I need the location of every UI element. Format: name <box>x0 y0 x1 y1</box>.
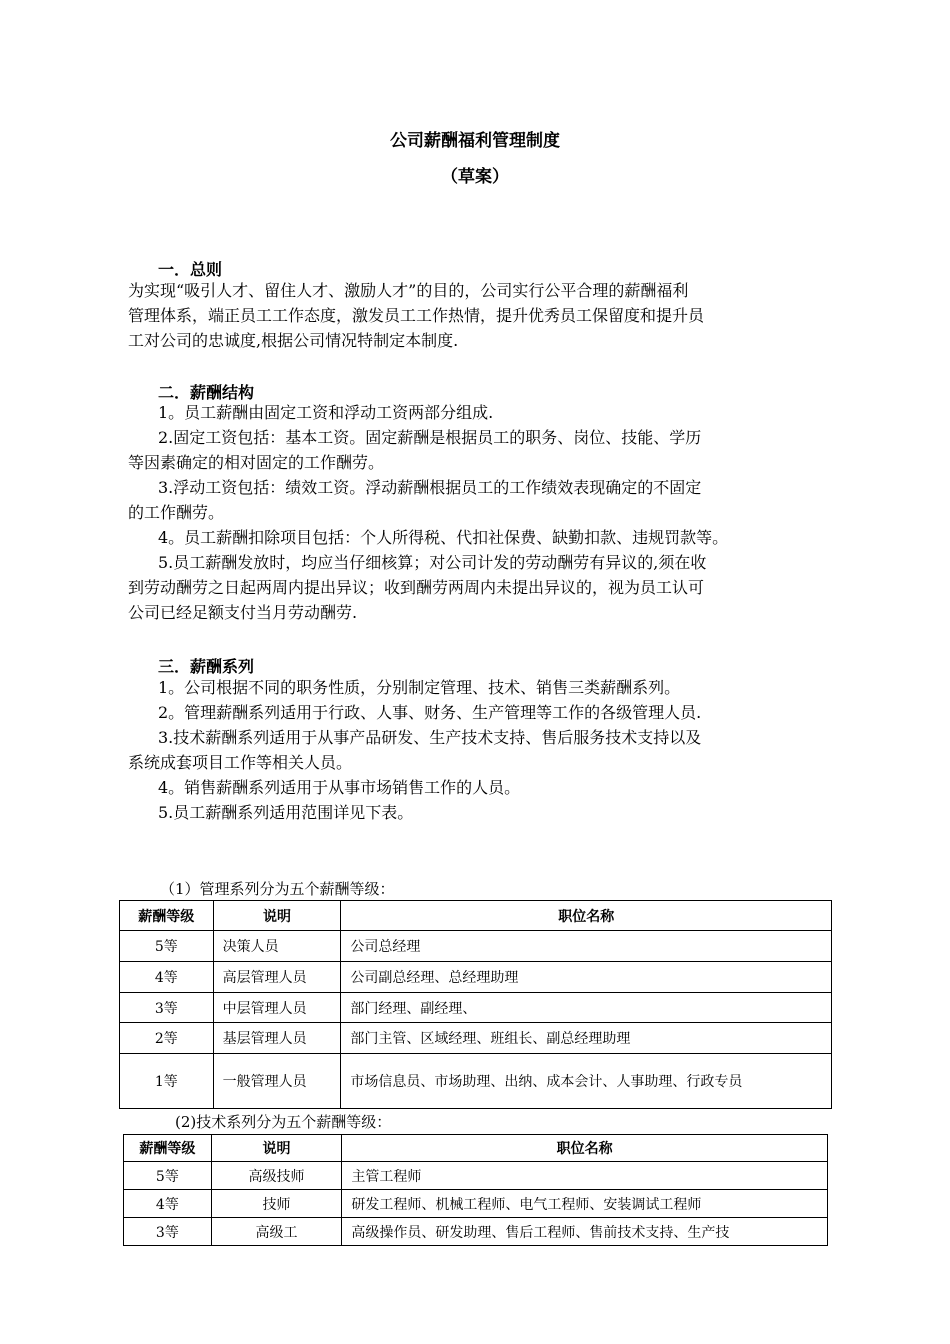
paragraph-line: 系统成套项目工作等相关人员。 <box>128 753 353 772</box>
paragraph-line: 5.员工薪酬系列适用范围详见下表。 <box>158 803 414 822</box>
table-header-row <box>124 1135 828 1162</box>
paragraph-line: 等因素确定的相对固定的工作酬劳。 <box>128 453 385 472</box>
description-cell: 高层管理人员 <box>213 962 341 993</box>
column-header: 说明 <box>213 901 341 931</box>
grade-cell: 2等 <box>120 1023 214 1054</box>
table-row <box>124 1190 828 1218</box>
position-cell: 公司总经理 <box>341 931 832 962</box>
table-row <box>120 993 832 1023</box>
paragraph-line: 1。员工薪酬由固定工资和浮动工资两部分组成. <box>158 403 494 422</box>
paragraph-line: 3.浮动工资包括：绩效工资。浮动薪酬根据员工的工作绩效表现确定的不固定 <box>158 478 702 497</box>
paragraph-line: 到劳动酬劳之日起两周内提出异议；收到酬劳两周内未提出异议的，视为员工认可 <box>128 578 705 597</box>
management-grade-table <box>119 900 832 1109</box>
grade-cell: 5等 <box>120 931 214 962</box>
table-caption-technical: (2)技术系列分为五个薪酬等级： <box>175 1113 392 1131</box>
description-cell: 高级技师 <box>211 1162 342 1190</box>
position-cell: 部门经理、副经理、 <box>341 993 832 1023</box>
table-row <box>120 931 832 962</box>
table-caption-management: （1）管理系列分为五个薪酬等级： <box>160 880 395 898</box>
paragraph-line: 4。销售薪酬系列适用于从事市场销售工作的人员。 <box>158 778 521 797</box>
grade-cell: 3等 <box>124 1218 212 1246</box>
section-heading-salary-structure: 二．薪酬结构 <box>158 383 255 402</box>
paragraph-line: 4。员工薪酬扣除项目包括：个人所得税、代扣社保费、缺勤扣款、违规罚款等。 <box>158 528 729 547</box>
table-row <box>124 1218 828 1246</box>
column-header: 说明 <box>211 1135 342 1162</box>
section-heading-salary-series: 三．薪酬系列 <box>158 657 255 676</box>
position-cell: 主管工程师 <box>342 1162 828 1190</box>
grade-cell: 5等 <box>124 1162 212 1190</box>
document-title: 公司薪酬福利管理制度 <box>390 131 560 151</box>
grade-cell: 3等 <box>120 993 214 1023</box>
table-row <box>120 962 832 993</box>
paragraph-line: 公司已经足额支付当月劳动酬劳. <box>128 603 358 622</box>
description-cell: 技师 <box>211 1190 342 1218</box>
section-heading-general: 一．总则 <box>158 260 223 279</box>
paragraph-line: 的工作酬劳。 <box>128 503 225 522</box>
position-cell: 公司副总经理、总经理助理 <box>341 962 832 993</box>
description-cell: 高级工 <box>211 1218 342 1246</box>
column-header: 薪酬等级 <box>124 1135 212 1162</box>
grade-cell: 4等 <box>120 962 214 993</box>
document-subtitle: （草案） <box>441 167 509 187</box>
position-cell: 高级操作员、研发助理、售后工程师、售前技术支持、生产技 <box>342 1218 828 1246</box>
table-header-row <box>120 901 832 931</box>
table-row <box>124 1162 828 1190</box>
paragraph-line: 2。管理薪酬系列适用于行政、人事、财务、生产管理等工作的各级管理人员. <box>158 703 702 722</box>
table-row <box>120 1054 832 1109</box>
paragraph-line: 1。公司根据不同的职务性质，分别制定管理、技术、销售三类薪酬系列。 <box>158 678 681 697</box>
grade-cell: 1等 <box>120 1054 214 1109</box>
paragraph-line: 2.固定工资包括：基本工资。固定薪酬是根据员工的职务、岗位、技能、学历 <box>158 428 702 447</box>
paragraph-line: 管理体系，端正员工工作态度，激发员工工作热情，提升优秀员工保留度和提升员 <box>128 306 705 325</box>
column-header: 薪酬等级 <box>120 901 214 931</box>
grade-cell: 4等 <box>124 1190 212 1218</box>
column-header: 职位名称 <box>342 1135 828 1162</box>
table-row <box>120 1023 832 1054</box>
description-cell: 一般管理人员 <box>213 1054 341 1109</box>
column-header: 职位名称 <box>341 901 832 931</box>
description-cell: 决策人员 <box>213 931 341 962</box>
paragraph-line: 3.技术薪酬系列适用于从事产品研发、生产技术支持、售后服务技术支持以及 <box>158 728 702 747</box>
position-cell: 研发工程师、机械工程师、电气工程师、安装调试工程师 <box>342 1190 828 1218</box>
position-cell: 市场信息员、市场助理、出纳、成本会计、人事助理、行政专员 <box>341 1054 832 1109</box>
position-cell: 部门主管、区域经理、班组长、副总经理助理 <box>341 1023 832 1054</box>
paragraph-line: 5.员工薪酬发放时，均应当仔细核算；对公司计发的劳动酬劳有异议的,须在收 <box>158 553 707 572</box>
paragraph-line: 工对公司的忠诚度,根据公司情况特制定本制度. <box>128 331 459 350</box>
paragraph-line: 为实现“吸引人才、留住人才、激励人才”的目的，公司实行公平合理的薪酬福利 <box>128 281 689 300</box>
technical-grade-table <box>123 1134 828 1246</box>
description-cell: 基层管理人员 <box>213 1023 341 1054</box>
description-cell: 中层管理人员 <box>213 993 341 1023</box>
